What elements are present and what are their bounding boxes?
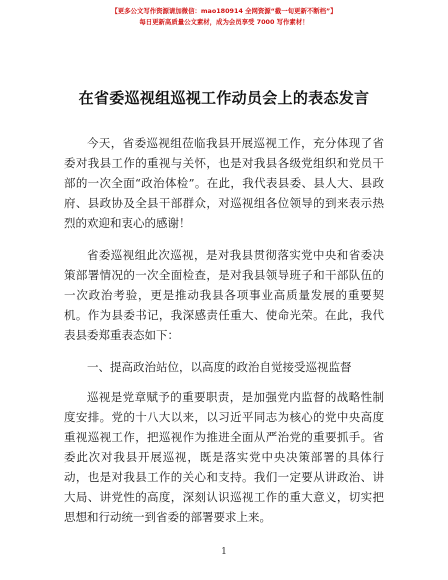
paragraph-section-1: 巡视是党章赋予的重要职责，是加强党内监督的战略性制度安排。党的十八大以来，以习近平同志为核心的党中央高度重视巡视工作，把巡视作为推进全面从严治党的重要抓手。省委此次对我县开展巡视，既是落实党中央决策部署的具体行动，也是对我县工作的关心和支持。我们一定要从讲政治、讲大局、讲党性的高度，深刻认识巡视工作的重大意义，切实把思想和行动统一到省委的部署要求上来。 bbox=[64, 390, 384, 524]
document-title: 在省委巡视组巡视工作动员会上的表态发言 bbox=[78, 89, 370, 107]
banner-line-1: 【更多公文写作资源请加微信：mao180914 全网资源“截一旬更新不断档”】 bbox=[111, 7, 337, 15]
paragraph-statement: 省委巡视组此次巡视，是对我县贯彻落实党中央和省委决策部署情况的一次全面检查，是对我县领导班子和干部队伍的一次政治考验，更是推动我县各项事业高质量发展的重要契机。作为县委书记，我深感责任重大、使命光荣。在此，我代表县委郑重表态如下： bbox=[64, 248, 384, 342]
document-body bbox=[64, 133, 384, 539]
paragraph-intro: 今天，省委巡视组莅临我县开展巡视工作，充分体现了省委对我县工作的重视与关怀，也是对我县各级党组织和党员干部的一次全面“政治体检”。在此，我代表县委、县人大、县政府、县政协及全县干部群众，对巡视组各位领导的到来表示热烈的欢迎和衷心的感谢！ bbox=[64, 136, 384, 230]
section-heading-1: 一、提高政治站位，以高度的政治自觉接受巡视监督 bbox=[87, 360, 352, 374]
banner-line-2: 每日更新高质量公文素材，成为会员享受 7000 写作素材！ bbox=[139, 18, 309, 26]
header-banner bbox=[0, 6, 448, 28]
page-number: 1 bbox=[221, 547, 227, 557]
